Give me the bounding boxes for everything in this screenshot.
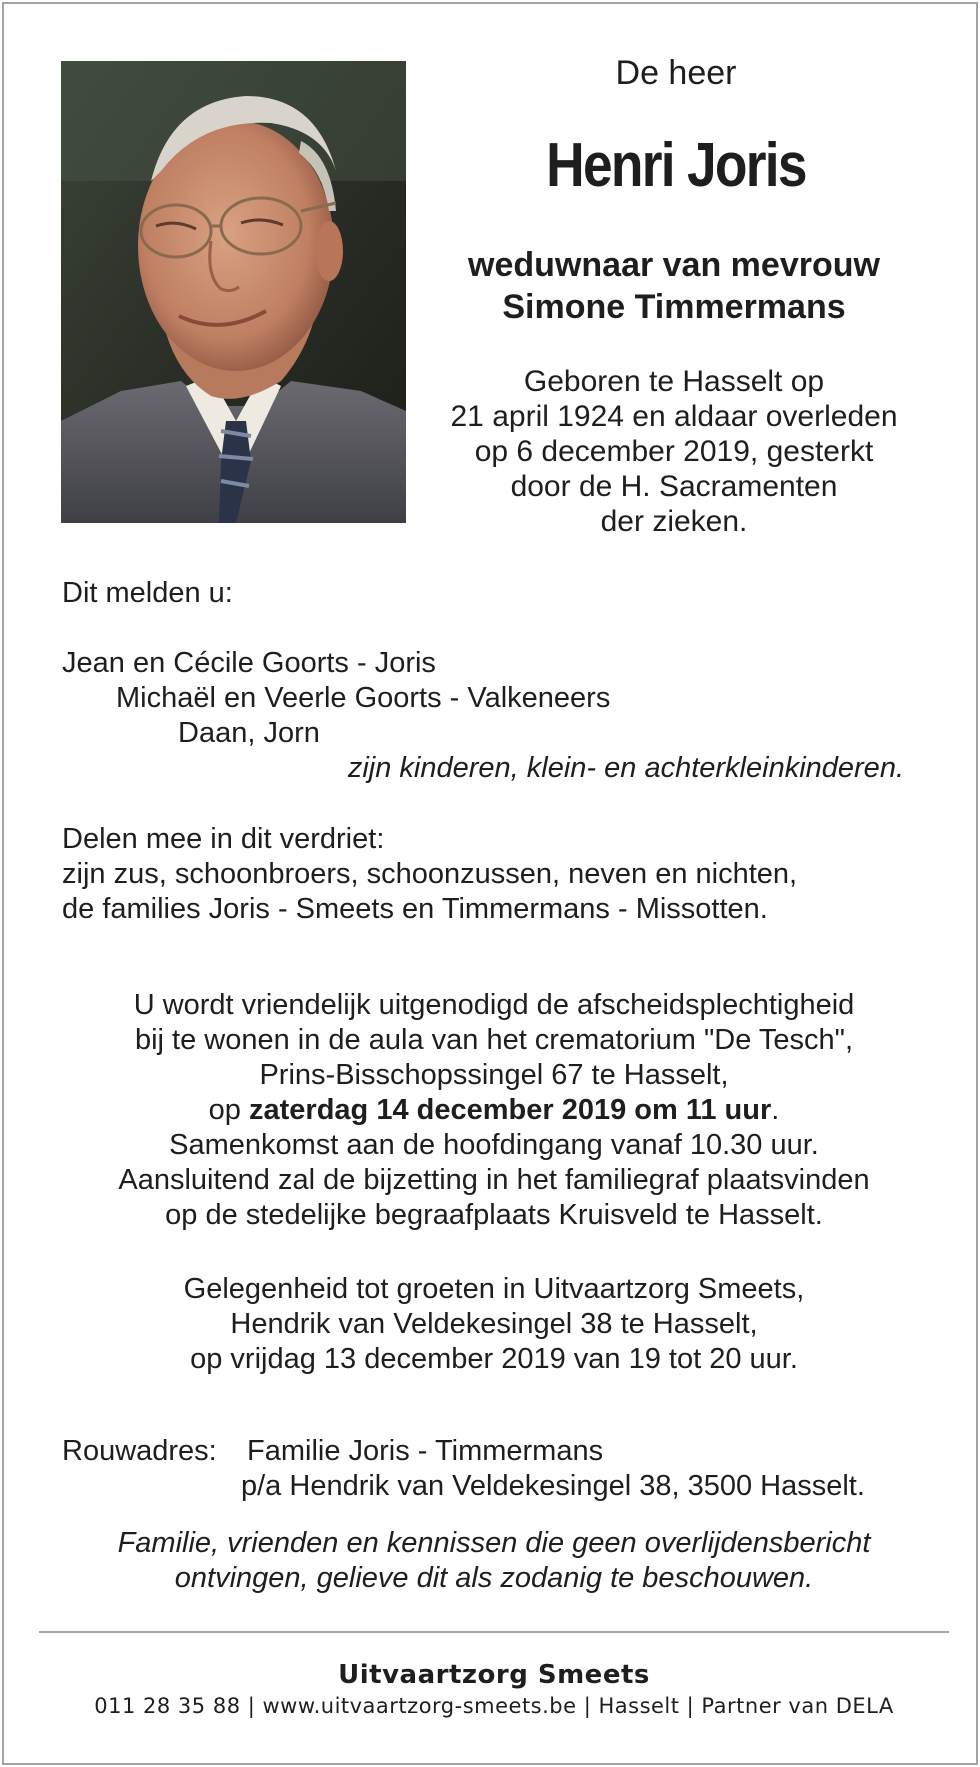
footer-divider	[39, 1631, 949, 1633]
funeral-home-name: Uitvaartzorg Smeets	[338, 1660, 650, 1690]
birth-death-line: op 6 december 2019, gesterkt	[474, 435, 874, 468]
death-notice-card	[2, 2, 978, 1765]
salutation: De heer	[615, 54, 737, 92]
ceremony-line: op de stedelijke begraafplaats Kruisveld te Hasselt.	[165, 1199, 823, 1231]
sharing-line: Delen mee in dit verdriet:	[62, 823, 385, 855]
widow-of	[424, 244, 924, 328]
notice-line: ontvingen, gelieve dit als zodanig te beschouwen.	[174, 1562, 814, 1594]
birth-death-line: Geboren te Hasselt op	[523, 365, 825, 398]
greeting-line: Hendrik van Veldekesingel 38 te Hasselt,	[230, 1308, 758, 1340]
mourning-address	[62, 1434, 865, 1504]
children-line: Jean en Cécile Goorts - Joris	[62, 647, 436, 679]
ceremony-date-line	[44, 1093, 944, 1128]
notice-block	[44, 1526, 944, 1596]
mourning-address-label: Rouwadres:	[62, 1435, 217, 1467]
great-grandchildren-line: Daan, Jorn	[178, 717, 320, 749]
sharing-line: de families Joris - Smeets en Timmermans - Missotten.	[62, 893, 768, 925]
greeting-line: Gelegenheid tot groeten in Uitvaartzorg Smeets,	[183, 1273, 805, 1305]
ceremony-line: Samenkomst aan de hoofdingang vanaf 10.30 uur.	[169, 1129, 819, 1161]
portrait-photo	[61, 61, 406, 523]
deceased-name: Henri Joris	[546, 131, 806, 200]
birth-death-info	[424, 364, 924, 539]
ceremony-line: bij te wonen in de aula van het crematorium "De Tesch",	[134, 1024, 854, 1056]
ceremony-date-suffix: .	[771, 1094, 780, 1126]
birth-death-line: door de H. Sacramenten	[510, 470, 838, 503]
notice-line: Familie, vrienden en kennissen die geen overlijdensbericht	[117, 1527, 871, 1559]
birth-death-line: 21 april 1924 en aldaar overleden	[450, 400, 898, 433]
ceremony-line: Aansluitend zal de bijzetting in het familiegraf plaatsvinden	[118, 1164, 870, 1196]
greeting-block	[44, 1272, 944, 1377]
announcement-intro: Dit melden u:	[62, 577, 233, 609]
birth-death-line: der zieken.	[600, 505, 748, 538]
ceremony-line: U wordt vriendelijk uitgenodigd de afscheidsplechtigheid	[133, 989, 855, 1021]
ceremony-block	[44, 988, 944, 1233]
relation-line: zijn kinderen, klein- en achterkleinkinderen.	[347, 752, 904, 784]
ceremony-date-prefix: op	[208, 1094, 249, 1126]
mourning-address-family: Familie Joris - Timmermans	[247, 1435, 604, 1467]
greeting-line: op vrijdag 13 december 2019 van 19 tot 20 uur.	[190, 1343, 798, 1375]
sharing-line: zijn zus, schoonbroers, schoonzussen, neven en nichten,	[62, 858, 798, 890]
widow-line: weduwnaar van mevrouw	[468, 246, 880, 284]
funeral-home-contact: 011 28 35 88 | www.uitvaartzorg-smeets.be | Hasselt | Partner van DELA	[94, 1694, 894, 1718]
spouse-name: Simone Timmermans	[502, 288, 846, 326]
ceremony-date: zaterdag 14 december 2019 om 11 uur	[249, 1094, 772, 1126]
ceremony-line: Prins-Bisschopssingel 67 te Hasselt,	[259, 1059, 729, 1091]
grandchildren-line: Michaël en Veerle Goorts - Valkeneers	[116, 682, 611, 714]
sharing-block	[62, 822, 797, 927]
mourning-address-street: p/a Hendrik van Veldekesingel 38, 3500 Hasselt.	[241, 1470, 865, 1502]
